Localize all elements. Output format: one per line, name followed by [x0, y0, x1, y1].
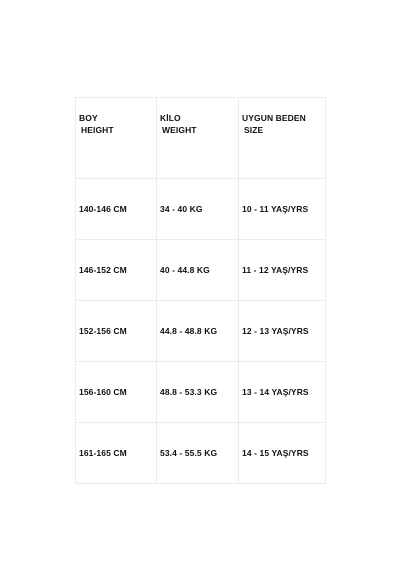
table-row: [76, 179, 326, 240]
cell-weight: 53.4 - 55.5 KG: [157, 423, 239, 484]
header-weight-en: WEIGHT: [162, 125, 197, 135]
cell-height: 161-165 CM: [76, 423, 157, 484]
cell-weight: 34 - 40 KG: [157, 179, 239, 240]
header-size-tr: UYGUN BEDEN: [242, 113, 306, 123]
cell-weight: 40 - 44.8 KG: [157, 240, 239, 301]
cell-height: 146-152 CM: [76, 240, 157, 301]
cell-size: 13 - 14 YAŞ/YRS: [239, 362, 326, 423]
cell-height: 140-146 CM: [76, 179, 157, 240]
header-height-tr: BOY: [79, 113, 98, 123]
table-header-row: [76, 98, 326, 179]
table-row: [76, 362, 326, 423]
cell-size: 11 - 12 YAŞ/YRS: [239, 240, 326, 301]
cell-height: 156-160 CM: [76, 362, 157, 423]
size-chart-table: [75, 97, 326, 484]
header-size: [239, 98, 326, 179]
cell-weight: 48.8 - 53.3 KG: [157, 362, 239, 423]
header-size-en: SIZE: [244, 125, 264, 135]
table-row: [76, 423, 326, 484]
cell-size: 14 - 15 YAŞ/YRS: [239, 423, 326, 484]
cell-height: 152-156 CM: [76, 301, 157, 362]
cell-size: 12 - 13 YAŞ/YRS: [239, 301, 326, 362]
header-weight-tr: KİLO: [160, 113, 181, 123]
header-weight: [157, 98, 239, 179]
table-row: [76, 301, 326, 362]
cell-size: 10 - 11 YAŞ/YRS: [239, 179, 326, 240]
header-height-en: HEIGHT: [81, 125, 114, 135]
header-height: [76, 98, 157, 179]
cell-weight: 44.8 - 48.8 KG: [157, 301, 239, 362]
table-row: [76, 240, 326, 301]
